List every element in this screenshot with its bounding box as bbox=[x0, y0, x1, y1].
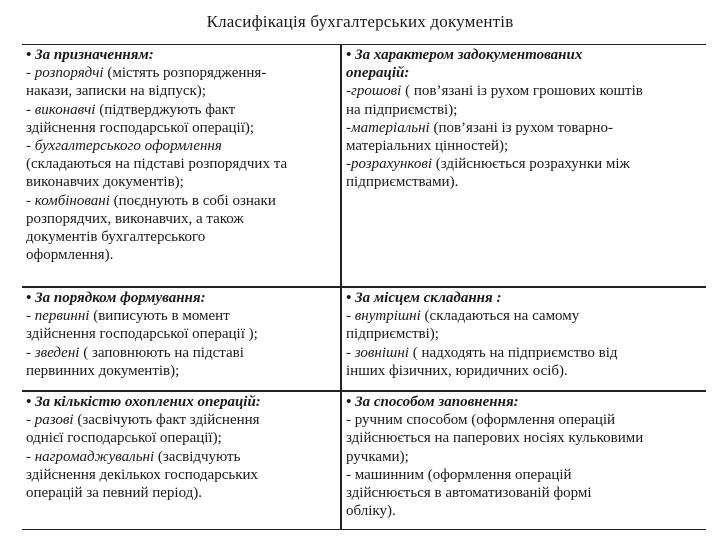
item-term: - розпорядчі bbox=[26, 65, 104, 82]
item-term: - бухгалтерського оформлення bbox=[26, 138, 222, 155]
item-text: ( заповнюють на підставі bbox=[79, 344, 244, 361]
item-text: виконавчих документів); bbox=[26, 174, 184, 191]
item-text: ( надходять на підприємство від bbox=[408, 344, 618, 361]
cell-heading: • За порядком формування: bbox=[26, 290, 206, 306]
item-term: - нагромаджувальні bbox=[26, 448, 155, 465]
item-text: операцій за певний період). bbox=[26, 485, 203, 502]
item-term: -грошові bbox=[346, 83, 402, 100]
item-text: матеріальних цінностей); bbox=[346, 138, 509, 155]
cell-by-operations-count bbox=[22, 392, 340, 529]
item-text: (підтверджують факт bbox=[95, 101, 236, 118]
item-text: (здійснюється розрахунки між bbox=[432, 156, 630, 173]
item-text: ручками); bbox=[346, 448, 409, 465]
item-text: здійснення декількох господарських bbox=[26, 466, 259, 483]
page-title: Класифікація бухгалтерських документів bbox=[206, 12, 514, 31]
cell-heading: • За характером задокументованих bbox=[346, 47, 583, 63]
cell-by-character bbox=[342, 45, 706, 286]
item-text: первинних документів); bbox=[26, 362, 180, 379]
item-text: (засвідчують bbox=[154, 448, 241, 465]
list-item bbox=[346, 155, 702, 173]
list-item bbox=[26, 64, 336, 82]
list-item bbox=[346, 307, 702, 325]
item-text: - машинним (оформлення операцій bbox=[346, 466, 572, 483]
cell-heading: • За місцем складання : bbox=[346, 290, 502, 306]
item-text: підприємствами). bbox=[346, 174, 459, 191]
item-text: однієї господарської операції); bbox=[26, 430, 222, 447]
item-term: - внутрішні bbox=[346, 308, 421, 325]
item-text: на підприємстві); bbox=[346, 101, 458, 118]
item-text: накази, записки на відпуск); bbox=[26, 83, 206, 100]
cell-by-purpose bbox=[22, 45, 340, 286]
list-item bbox=[26, 101, 336, 119]
cell-heading: операцій: bbox=[346, 65, 410, 82]
item-text: (поєднують в собі ознаки bbox=[109, 192, 276, 209]
item-text: (пов’язані із рухом товарно- bbox=[429, 119, 613, 136]
item-term: -розрахункові bbox=[346, 156, 433, 173]
item-text: - ручним способом (оформлення операцій bbox=[346, 412, 616, 429]
list-item bbox=[346, 82, 702, 100]
cell-heading: • За призначенням: bbox=[26, 47, 154, 63]
list-item bbox=[26, 307, 336, 325]
item-text: здійснення господарської операції ); bbox=[26, 326, 258, 343]
item-term: - комбіновані bbox=[26, 192, 110, 209]
item-text: здійснюється в автоматизованій формі bbox=[346, 485, 592, 502]
item-text: ( пов’язані із рухом грошових коштів bbox=[401, 83, 643, 100]
item-term: - зовнішні bbox=[346, 344, 409, 361]
item-text: (виписують в момент bbox=[89, 308, 230, 325]
cell-heading: • За способом заповнення: bbox=[346, 394, 519, 410]
list-item bbox=[26, 411, 336, 429]
cell-by-filling-method bbox=[342, 392, 706, 529]
item-text: (засвічують факт здійснення bbox=[73, 412, 260, 429]
item-term: - разові bbox=[26, 412, 74, 429]
list-item bbox=[346, 344, 702, 362]
classification-table bbox=[22, 44, 706, 530]
item-text: (складаються на підставі розпорядчих та bbox=[26, 156, 288, 173]
item-term: -матеріальні bbox=[346, 119, 430, 136]
item-text: здійснення господарської операції); bbox=[26, 119, 255, 136]
item-term: - первинні bbox=[26, 308, 90, 325]
item-text: оформлення). bbox=[26, 247, 114, 264]
cell-by-place bbox=[342, 288, 706, 390]
list-item bbox=[26, 448, 336, 466]
item-term: - виконавчі bbox=[26, 101, 96, 118]
list-item bbox=[346, 119, 702, 137]
item-text: підприємстві); bbox=[346, 326, 439, 343]
item-text: (містять розпорядження- bbox=[103, 65, 267, 82]
list-item bbox=[26, 344, 336, 362]
cell-by-formation bbox=[22, 288, 340, 390]
item-text: обліку). bbox=[346, 503, 396, 520]
item-text: (складаються на самому bbox=[420, 308, 580, 325]
item-text: розпорядчих, виконавчих, а також bbox=[26, 210, 244, 227]
item-text: документів бухгалтерського bbox=[26, 229, 206, 246]
cell-heading: • За кількістю охоплених операцій: bbox=[26, 394, 261, 410]
list-item bbox=[26, 192, 336, 210]
item-text: здійснюється на паперових носіях кульковими bbox=[346, 430, 644, 447]
item-term: - зведені bbox=[26, 344, 80, 361]
item-text: інших фізичних, юридичних осіб). bbox=[346, 362, 568, 379]
